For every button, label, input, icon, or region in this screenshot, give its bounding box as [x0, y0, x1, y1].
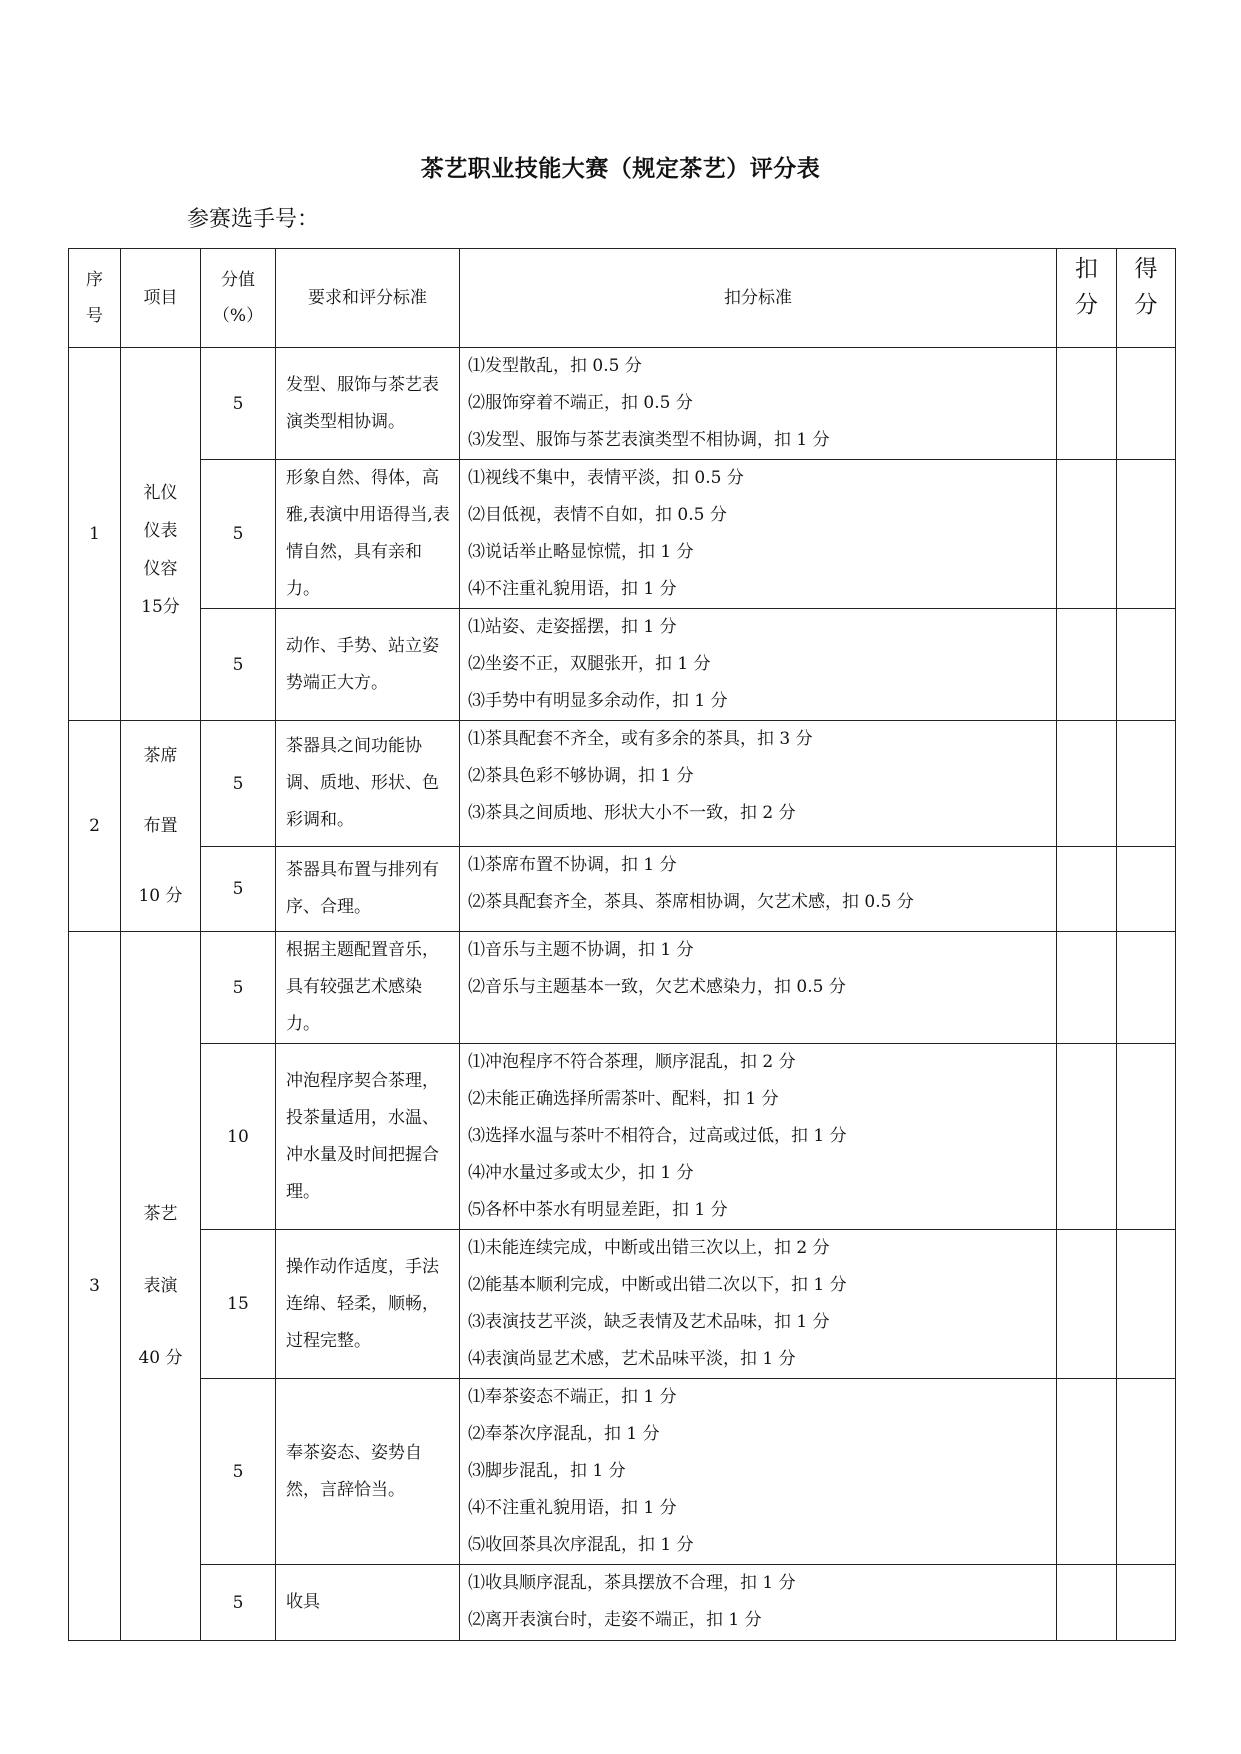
header-score: 得 分 [1117, 249, 1176, 348]
header-points: 分值 （%） [201, 249, 276, 348]
deduction-cell: ⑴茶具配套不齐全，或有多余的茶具，扣 3 分 ⑵茶具色彩不够协调，扣 1 分 ⑶茶具之间质地、形状大小不一致，扣 2 分 [460, 721, 1057, 847]
points-cell: 5 [201, 460, 276, 609]
deduct-input-cell[interactable] [1057, 348, 1117, 460]
requirement-cell: 收具 [276, 1565, 460, 1641]
deduct-input-cell[interactable] [1057, 460, 1117, 609]
header-deduct: 扣 分 [1057, 249, 1117, 348]
section-item: 茶艺 表演 40 分 [121, 932, 201, 1641]
points-cell: 5 [201, 609, 276, 721]
deduct-input-cell[interactable] [1057, 1044, 1117, 1230]
requirement-cell: 茶器具之间功能协调、质地、形状、色彩调和。 [276, 721, 460, 847]
deduction-cell: ⑴音乐与主题不协调，扣 1 分 ⑵音乐与主题基本一致，欠艺术感染力，扣 0.5 分 [460, 932, 1057, 1044]
score-input-cell[interactable] [1117, 1230, 1176, 1379]
score-input-cell[interactable] [1117, 1379, 1176, 1565]
deduction-cell: ⑴奉茶姿态不端正，扣 1 分 ⑵奉茶次序混乱，扣 1 分 ⑶脚步混乱，扣 1 分 ⑷不注重礼貌用语，扣 1 分 ⑸收回茶具次序混乱，扣 1 分 [460, 1379, 1057, 1565]
deduct-input-cell[interactable] [1057, 609, 1117, 721]
score-input-cell[interactable] [1117, 348, 1176, 460]
deduct-input-cell[interactable] [1057, 721, 1117, 847]
table-row [69, 1230, 1176, 1379]
points-cell: 5 [201, 1379, 276, 1565]
deduction-cell: ⑴茶席布置不协调，扣 1 分 ⑵茶具配套齐全，茶具、茶席相协调，欠艺术感，扣 0.5 分 [460, 847, 1057, 932]
deduction-cell: ⑴视线不集中，表情平淡，扣 0.5 分 ⑵目低视，表情不自如，扣 0.5 分 ⑶说话举止略显惊慌，扣 1 分 ⑷不注重礼貌用语，扣 1 分 [460, 460, 1057, 609]
contestant-number-label: 参赛选手号： [187, 207, 320, 232]
deduction-cell: ⑴冲泡程序不符合茶理，顺序混乱，扣 2 分 ⑵未能正确选择所需茶叶、配料，扣 1 分 ⑶选择水温与茶叶不相符合，过高或过低，扣 1 分 ⑷冲水量过多或太少，扣 1 分 ⑸各杯中茶水有明显差距，扣 1 分 [460, 1044, 1057, 1230]
section-item: 礼仪 仪表 仪容 15分 [121, 348, 201, 721]
table-row [69, 847, 1176, 932]
score-input-cell[interactable] [1117, 932, 1176, 1044]
section-index: 3 [69, 932, 121, 1641]
points-cell: 5 [201, 1565, 276, 1641]
points-cell: 5 [201, 932, 276, 1044]
requirement-cell: 形象自然、得体，高雅,表演中用语得当,表情自然，具有亲和力。 [276, 460, 460, 609]
deduction-cell: ⑴站姿、走姿摇摆，扣 1 分 ⑵坐姿不正，双腿张开，扣 1 分 ⑶手势中有明显多余动作，扣 1 分 [460, 609, 1057, 721]
requirement-cell: 动作、手势、站立姿势端正大方。 [276, 609, 460, 721]
score-input-cell[interactable] [1117, 609, 1176, 721]
deduction-cell: ⑴未能连续完成，中断或出错三次以上，扣 2 分 ⑵能基本顺利完成，中断或出错二次以下，扣 1 分 ⑶表演技艺平淡，缺乏表情及艺术品味，扣 1 分 ⑷表演尚显艺术感，艺术品味平淡，扣 1 分 [460, 1230, 1057, 1379]
header-requirement: 要求和评分标准 [276, 249, 460, 348]
points-cell: 5 [201, 348, 276, 460]
table-row [69, 1044, 1176, 1230]
deduction-cell: ⑴收具顺序混乱，茶具摆放不合理，扣 1 分 ⑵离开表演台时，走姿不端正，扣 1 分 [460, 1565, 1057, 1641]
requirement-cell: 发型、服饰与茶艺表演类型相协调。 [276, 348, 460, 460]
deduct-input-cell[interactable] [1057, 1379, 1117, 1565]
table-row [69, 721, 1176, 847]
table-row [69, 1379, 1176, 1565]
score-input-cell[interactable] [1117, 1044, 1176, 1230]
points-cell: 15 [201, 1230, 276, 1379]
page-title: 茶艺职业技能大赛（规定茶艺）评分表 [420, 155, 821, 182]
deduction-cell: ⑴发型散乱，扣 0.5 分 ⑵服饰穿着不端正，扣 0.5 分 ⑶发型、服饰与茶艺表演类型不相协调，扣 1 分 [460, 348, 1057, 460]
table-row [69, 348, 1176, 460]
section-index: 1 [69, 348, 121, 721]
score-input-cell[interactable] [1117, 847, 1176, 932]
deduct-input-cell[interactable] [1057, 1230, 1117, 1379]
score-input-cell[interactable] [1117, 1565, 1176, 1641]
header-row [69, 249, 1176, 348]
table-row [69, 609, 1176, 721]
requirement-cell: 奉茶姿态、姿势自然，言辞恰当。 [276, 1379, 460, 1565]
header-index: 序 号 [69, 249, 121, 348]
deduct-input-cell[interactable] [1057, 1565, 1117, 1641]
points-cell: 10 [201, 1044, 276, 1230]
requirement-cell: 根据主题配置音乐，具有较强艺术感染力。 [276, 932, 460, 1044]
requirement-cell: 冲泡程序契合茶理，投茶量适用，水温、冲水量及时间把握合理。 [276, 1044, 460, 1230]
points-cell: 5 [201, 721, 276, 847]
points-cell: 5 [201, 847, 276, 932]
table-row [69, 460, 1176, 609]
score-input-cell[interactable] [1117, 721, 1176, 847]
deduct-input-cell[interactable] [1057, 847, 1117, 932]
header-item: 项目 [121, 249, 201, 348]
deduct-input-cell[interactable] [1057, 932, 1117, 1044]
header-deduction-standard: 扣分标准 [460, 249, 1057, 348]
section-item: 茶席 布置 10 分 [121, 721, 201, 932]
requirement-cell: 茶器具布置与排列有序、合理。 [276, 847, 460, 932]
section-index: 2 [69, 721, 121, 932]
table-row [69, 1565, 1176, 1641]
score-input-cell[interactable] [1117, 460, 1176, 609]
table-row [69, 932, 1176, 1044]
score-table [68, 248, 1176, 1641]
requirement-cell: 操作动作适度，手法连绵、轻柔，顺畅，过程完整。 [276, 1230, 460, 1379]
